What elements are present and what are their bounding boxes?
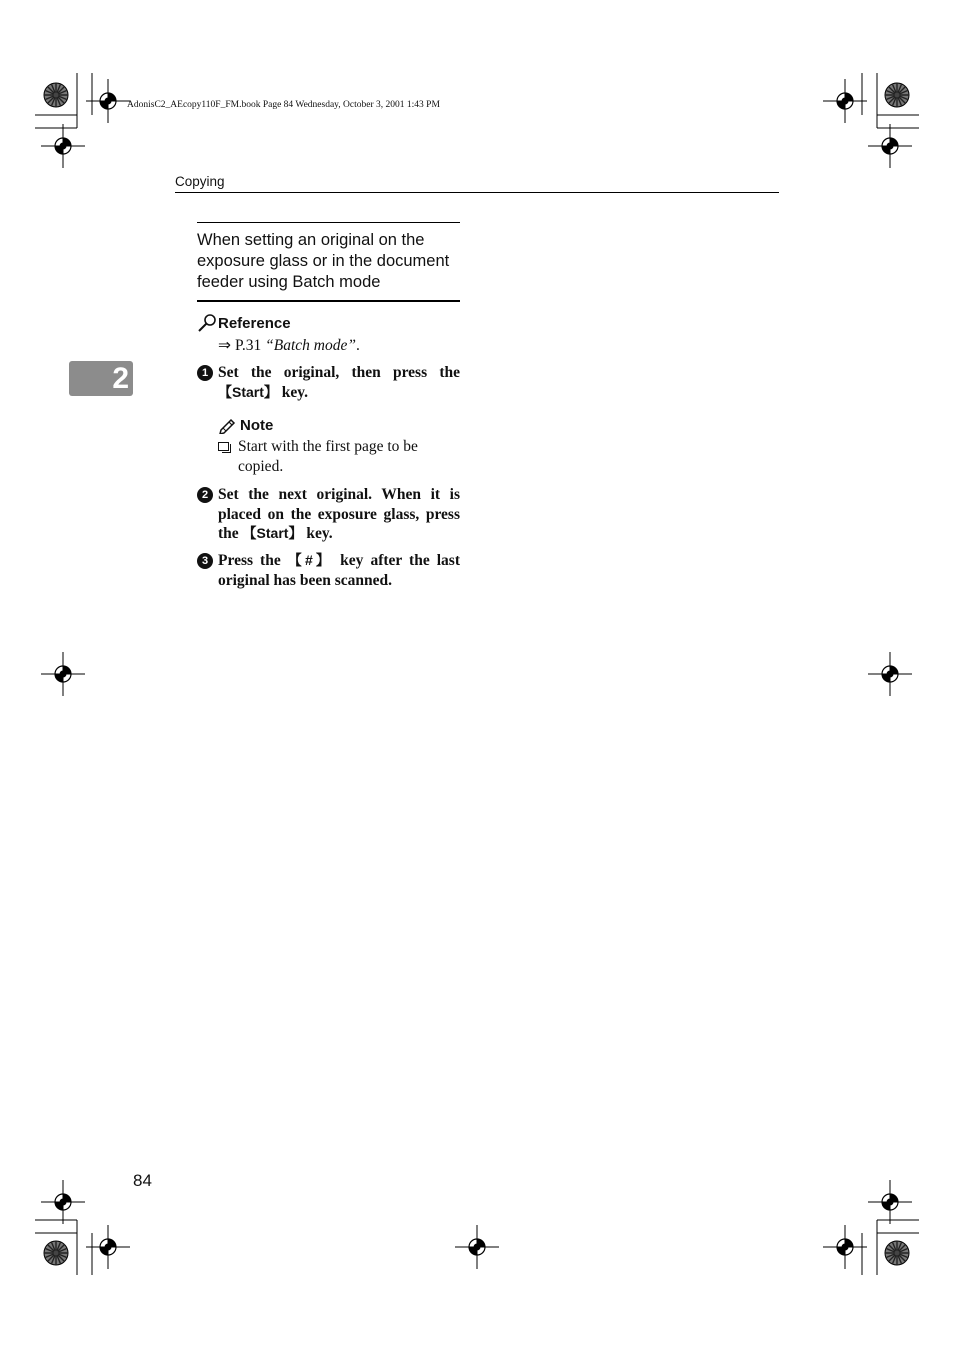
step-number: 2 bbox=[197, 487, 213, 503]
pencil-icon bbox=[218, 417, 236, 434]
arrow-icon: ⇒ bbox=[218, 337, 231, 354]
note-heading bbox=[218, 417, 460, 434]
step-text: Set the next original. When it is placed on the exposure glass, press the 【Start】 key. bbox=[218, 486, 460, 542]
side-mark-right bbox=[868, 652, 912, 696]
step-3 bbox=[197, 551, 460, 591]
bottom-center-mark bbox=[455, 1225, 499, 1269]
corner-mark-top-right bbox=[823, 73, 919, 168]
step-text: Press the 【#】 key after the last original has been scanned. bbox=[218, 551, 460, 589]
corner-mark-bottom-right bbox=[823, 1180, 919, 1275]
corner-mark-top-left bbox=[35, 73, 130, 168]
reference-page: P.31 bbox=[235, 337, 262, 354]
step-2 bbox=[197, 485, 460, 545]
step-1 bbox=[197, 363, 460, 403]
running-head: Copying bbox=[175, 174, 225, 189]
reference-link-line: ⇒ P.31 “Batch mode”. bbox=[218, 337, 360, 354]
note-text: Start with the first page to be copied. bbox=[238, 438, 418, 475]
main-content bbox=[197, 222, 460, 591]
print-meta-line: AdonisC2_AEcopy110F_FM.book Page 84 Wednesday, October 3, 2001 1:43 PM bbox=[127, 100, 440, 110]
reference-link[interactable]: “Batch mode” bbox=[265, 337, 356, 354]
chapter-tab: 2 bbox=[69, 361, 133, 396]
step-number: 3 bbox=[197, 553, 213, 569]
note-label: Note bbox=[240, 417, 274, 434]
note-item bbox=[218, 437, 460, 477]
side-mark-left bbox=[41, 652, 85, 696]
magnifier-icon bbox=[197, 314, 217, 332]
start-key: Start bbox=[232, 383, 264, 400]
section-title: When setting an original on the exposure glass or in the document feeder using Batch mode bbox=[197, 222, 460, 302]
header-rule bbox=[175, 192, 779, 193]
reference-heading bbox=[197, 314, 460, 332]
page-number: 84 bbox=[133, 1171, 152, 1190]
hash-key: # bbox=[304, 551, 313, 568]
step-number: 1 bbox=[197, 365, 213, 381]
checkbox-icon bbox=[218, 442, 229, 451]
step-text: Set the original, then press the 【Start】 key. bbox=[218, 364, 460, 401]
corner-mark-bottom-left bbox=[35, 1180, 130, 1275]
reference-label: Reference bbox=[218, 315, 291, 332]
start-key: Start bbox=[256, 525, 289, 541]
